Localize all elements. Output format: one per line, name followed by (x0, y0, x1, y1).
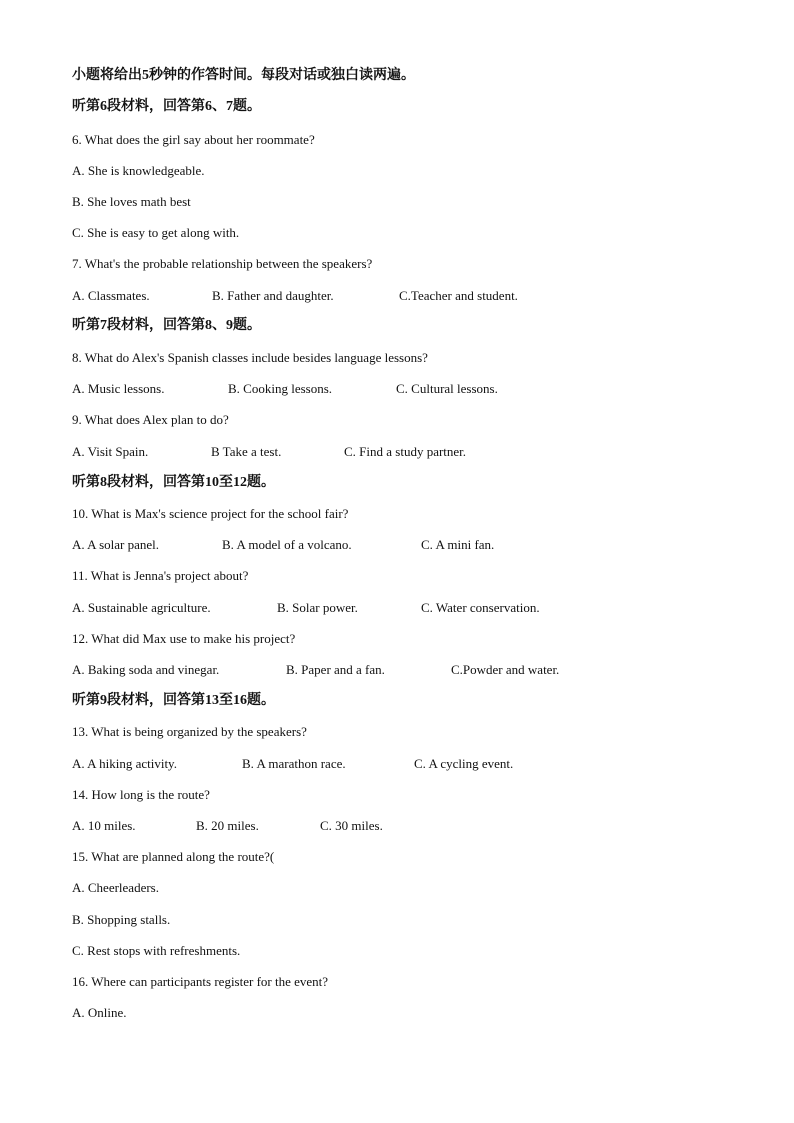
option-b: B. A model of a volcano. (222, 537, 352, 552)
option-b: B. A marathon race. (242, 756, 346, 771)
section-heading: 听第6段材料，回答第6、7题。 (72, 99, 261, 114)
option-b: B Take a test. (211, 444, 282, 459)
option-a: A. Classmates. (72, 288, 150, 303)
question-text: 14. How long is the route? (72, 787, 210, 802)
option-b: B. Paper and a fan. (286, 662, 385, 677)
option-a: A. Visit Spain. (72, 444, 149, 459)
option-b: B. 20 miles. (196, 818, 259, 833)
section-heading: 听第9段材料，回答第13至16题。 (72, 693, 275, 708)
option-a: A. Music lessons. (72, 381, 165, 396)
option-a: A. Sustainable agriculture. (72, 600, 211, 615)
option-c: C.Teacher and student. (399, 288, 518, 303)
option-a: A. 10 miles. (72, 818, 136, 833)
option-a: A. A hiking activity. (72, 756, 177, 771)
option-a: A. She is knowledgeable. (72, 163, 205, 178)
intro-instruction: 小题将给出5秒钟的作答时间。每段对话或独白读两遍。 (72, 68, 415, 83)
section-heading: 听第8段材料，回答第10至12题。 (72, 475, 275, 490)
option-b: B. Solar power. (277, 600, 358, 615)
question-text: 9. What does Alex plan to do? (72, 412, 229, 427)
option-b: B. Cooking lessons. (228, 381, 333, 396)
option-b: B. She loves math best (72, 194, 191, 209)
question-text: 6. What does the girl say about her roommate? (72, 132, 315, 147)
option-a: A. Cheerleaders. (72, 880, 159, 895)
option-c: C. Cultural lessons. (396, 381, 498, 396)
section-heading: 听第7段材料，回答第8、9题。 (72, 318, 261, 333)
option-c: C. Water conservation. (421, 600, 540, 615)
option-b: B. Father and daughter. (212, 288, 334, 303)
option-a: A. Baking soda and vinegar. (72, 662, 220, 677)
question-text: 12. What did Max use to make his project? (72, 631, 296, 646)
question-text: 7. What's the probable relationship between the speakers? (72, 256, 373, 271)
option-c: C. A mini fan. (421, 537, 495, 552)
option-b: B. Shopping stalls. (72, 912, 171, 927)
option-c: C. Rest stops with refreshments. (72, 943, 241, 958)
option-c: C. A cycling event. (414, 756, 514, 771)
question-text: 15. What are planned along the route?( (72, 849, 275, 864)
option-c: C. 30 miles. (320, 818, 383, 833)
question-text: 10. What is Max's science project for the school fair? (72, 506, 349, 521)
question-text: 16. Where can participants register for the event? (72, 974, 329, 989)
option-c: C. Find a study partner. (344, 444, 467, 459)
option-c: C.Powder and water. (451, 662, 560, 677)
question-text: 11. What is Jenna's project about? (72, 568, 249, 583)
option-c: C. She is easy to get along with. (72, 225, 240, 240)
question-text: 13. What is being organized by the speakers? (72, 724, 307, 739)
question-text: 8. What do Alex's Spanish classes include besides language lessons? (72, 350, 428, 365)
option-a: A. Online. (72, 1005, 127, 1020)
option-a: A. A solar panel. (72, 537, 160, 552)
